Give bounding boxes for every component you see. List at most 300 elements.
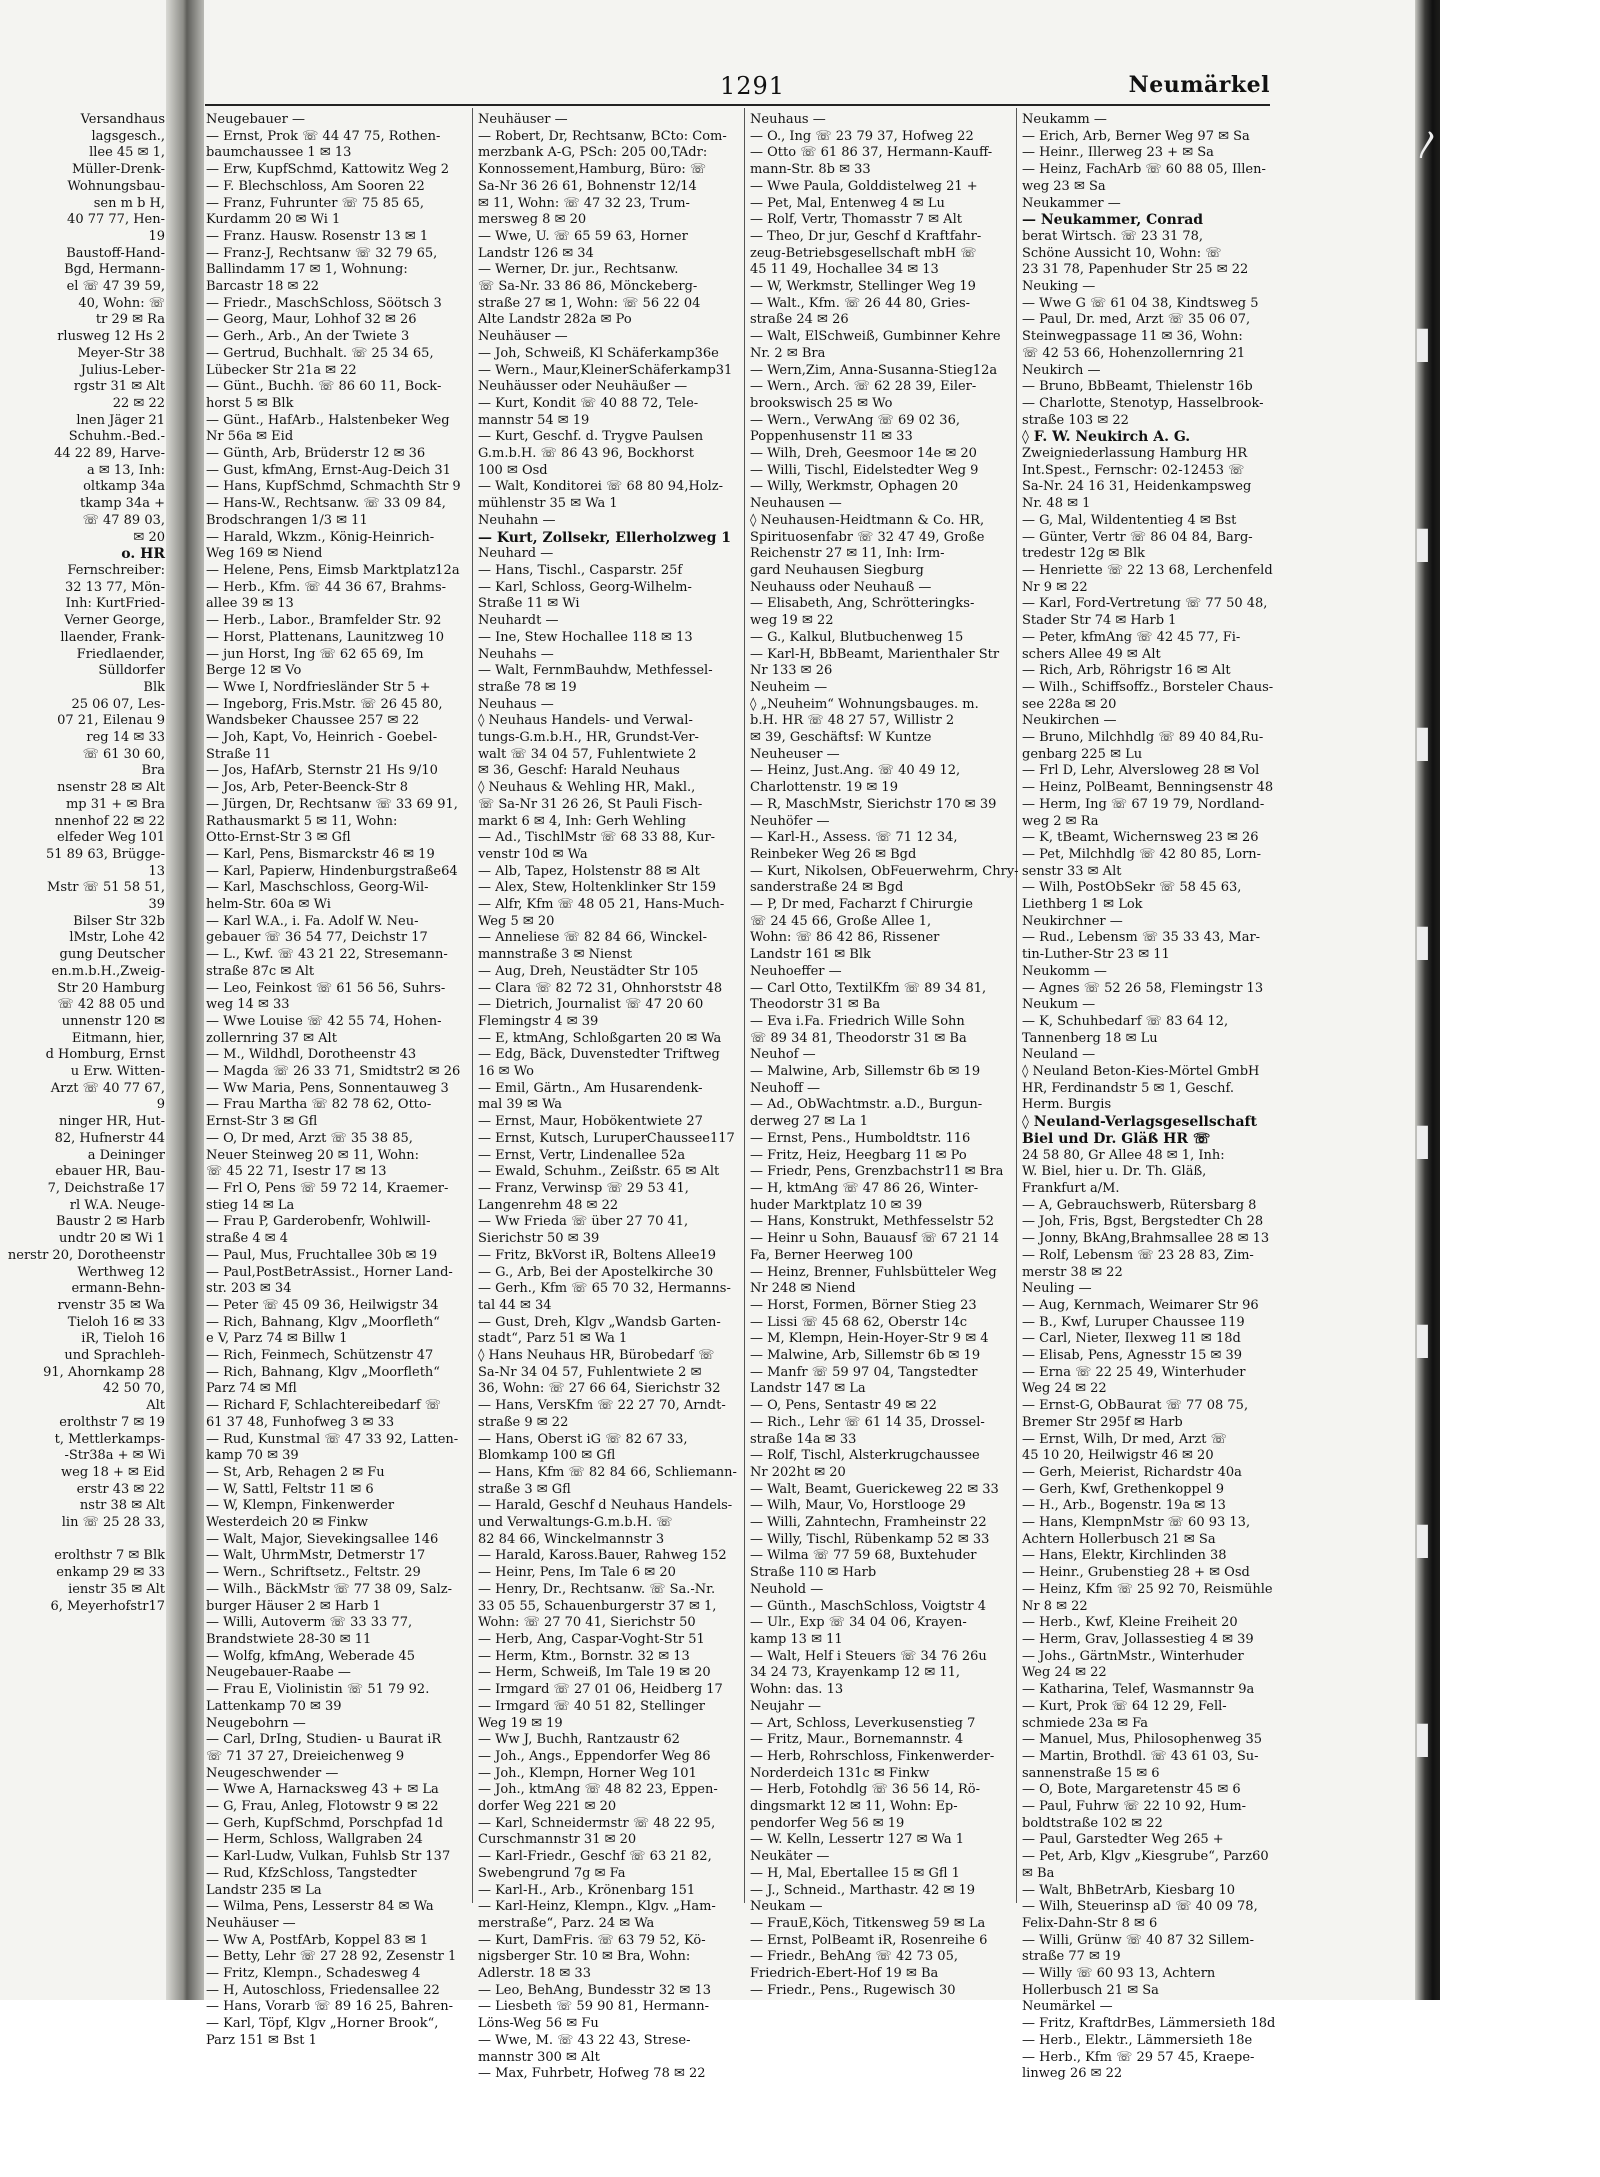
directory-entry-line: — Herm, Grav, Jollassestieg 4 ✉ 39: [1022, 1631, 1254, 1647]
directory-entry-line: Neumärkel —: [1022, 1999, 1113, 2015]
directory-entry-line: — Gerh, Meierist, Richardstr 40a: [1022, 1464, 1242, 1480]
directory-entry-line: — L., Kwf. ☏ 43 21 22, Stresemann-: [206, 947, 448, 963]
directory-entry-line: Wohnungsbau-: [67, 178, 165, 194]
directory-entry-line: — Wilh., Schiffsoffz., Borsteler Chaus-: [1022, 679, 1274, 695]
directory-entry-line: — Max, Fuhrbetr, Hofweg 78 ✉ 22: [478, 2066, 706, 2082]
directory-entry-line: unnenstr 120 ✉: [61, 1013, 165, 1029]
directory-entry-line: Blk: [143, 679, 165, 695]
directory-entry-line: Nr. 48 ✉ 1: [1022, 496, 1091, 512]
directory-entry-line: — Karl W.A., i. Fa. Adolf W. Neu-: [206, 913, 419, 929]
directory-entry-line: — Hans, KupfSchmd, Schmachth Str 9: [206, 479, 461, 495]
directory-entry-line: — Ad., ObWachtmstr. a.D., Burgun-: [750, 1097, 983, 1113]
directory-entry-line: 39: [148, 897, 165, 913]
directory-entry-line: horst 5 ✉ Blk: [206, 395, 294, 411]
directory-entry-line: boldtstraße 102 ✉ 22: [1022, 1815, 1163, 1831]
directory-entry-line: — Walt., Kfm. ☏ 26 44 80, Gries-: [750, 295, 971, 311]
directory-entry-line: — Karl, Pens, Bismarckstr 46 ✉ 19: [206, 846, 435, 862]
column-5: [1022, 112, 1290, 2082]
directory-entry-line: Sierichstr 50 ✉ 39: [478, 1231, 600, 1247]
directory-entry-line: — Hans, Oberst iG ☏ 82 67 33,: [478, 1431, 688, 1447]
directory-entry-line: — Franz, Fuhrunter ☏ 75 85 65,: [206, 195, 425, 211]
directory-entry-line: dorfer Weg 221 ✉ 20: [478, 1799, 617, 1815]
directory-entry-line: — Martin, Brothdl. ☏ 43 61 03, Su-: [1022, 1748, 1259, 1764]
directory-entry-line: — Lissi ☏ 45 68 62, Oberstr 14c: [750, 1314, 968, 1330]
directory-entry-line: nerstr 20, Dorotheenstr: [7, 1247, 165, 1263]
directory-entry-line: — Ernst, PolBeamt iR, Rosenreihe 6: [750, 1932, 988, 1948]
directory-entry-line: nnenhof 22 ✉ 22: [54, 813, 165, 829]
directory-entry-line: — Katharina, Telef, Wasmannstr 9a: [1022, 1682, 1255, 1698]
directory-entry-line: — Franz-J, Rechtsanw ☏ 32 79 65,: [206, 245, 438, 261]
directory-entry-line: Neukum —: [1022, 997, 1096, 1013]
directory-entry-line: — FrauE,Köch, Titkensweg 59 ✉ La: [750, 1915, 986, 1931]
directory-entry-line: ☏ 42 88 05 und: [57, 997, 165, 1013]
directory-entry-line: Neuking —: [1022, 279, 1096, 295]
directory-entry-line: — Hans, KlempnMstr ☏ 60 93 13,: [1022, 1515, 1251, 1531]
directory-entry-line: Straße 11 ✉ Wi: [478, 596, 580, 612]
directory-entry-line: — Harald, Geschf d Neuhaus Handels-: [478, 1498, 733, 1514]
directory-entry-line: Sa-Nr 34 04 57, Fuhlentwiete 2 ✉: [478, 1364, 702, 1380]
directory-entry-line: Neujahr —: [750, 1698, 821, 1714]
directory-entry-line: — Erw, KupfSchmd, Kattowitz Weg 2: [206, 162, 450, 178]
column-4: [750, 112, 1019, 1998]
directory-entry-line: Baustr 2 ✉ Harb: [56, 1214, 165, 1230]
directory-entry-line: Neuhahs —: [478, 646, 554, 662]
directory-entry-line: 24 58 80, Gr Allee 48 ✉ 1, Inh:: [1022, 1147, 1225, 1163]
directory-entry-line: — Wilh, Dreh, Geesmoor 14e ✉ 20: [750, 446, 977, 462]
directory-entry-line: sen m b H,: [93, 195, 165, 211]
directory-entry-line: mühlenstr 35 ✉ Wa 1: [478, 496, 618, 512]
directory-entry-line: — Peter, kfmAng ☏ 42 45 77, Fi-: [1022, 629, 1241, 645]
directory-entry-line: rl W.A. Neuge-: [69, 1197, 165, 1213]
directory-entry-line: — Carl Otto, TextilKfm ☏ 89 34 81,: [750, 980, 987, 996]
directory-entry-line: lnen Jäger 21: [76, 412, 165, 428]
directory-entry-line: — Wwe, U. ☏ 65 59 63, Horner: [478, 228, 688, 244]
directory-entry-line: ◊ Neuland-Verlagsgesellschaft: [1022, 1114, 1258, 1131]
directory-entry-line: — Walt, UhrmMstr, Detmerstr 17: [206, 1548, 426, 1564]
directory-entry-line: dingsmarkt 12 ✉ 11, Wohn: Ep-: [750, 1799, 958, 1815]
directory-entry-line: Bgd, Hermann-: [64, 262, 165, 278]
directory-entry-line: — Heinr., Illerweg 23 + ✉ Sa: [1022, 145, 1214, 161]
directory-entry-line: — Willy ☏ 60 93 13, Achtern: [1022, 1966, 1216, 1982]
directory-entry-line: Neuheuser —: [750, 746, 840, 762]
directory-entry-line: Neukammer —: [1022, 195, 1121, 211]
directory-entry-line: — Joh., ktmAng ☏ 48 82 23, Eppen-: [478, 1782, 718, 1798]
directory-entry-line: Biel und Dr. Gläß HR ☏: [1022, 1130, 1211, 1147]
directory-entry-line: — Irmgard ☏ 40 51 82, Stellinger: [478, 1698, 705, 1714]
directory-entry-line: — Ernst, Kutsch, LuruperChaussee117: [478, 1130, 735, 1146]
directory-entry-line: — Paul, Fuhrw ☏ 22 10 92, Hum-: [1022, 1799, 1247, 1815]
directory-entry-line: — Friedr., MaschSchloss, Söötsch 3: [206, 295, 442, 311]
directory-entry-line: kamp 70 ✉ 39: [206, 1448, 299, 1464]
directory-entry-line: Wohn: das. 13: [750, 1682, 844, 1698]
directory-entry-line: 42 50 70,: [102, 1381, 165, 1397]
directory-entry-line: — Alfr, Kfm ☏ 48 05 21, Hans-Much-: [478, 897, 725, 913]
directory-entry-line: Nr. 2 ✉ Bra: [750, 345, 826, 361]
directory-entry-line: enkamp 29 ✉ 33: [56, 1565, 165, 1581]
directory-entry-line: Adlerstr. 18 ✉ 33: [478, 1966, 591, 1982]
directory-entry-line: — Rud., Lebensm ☏ 35 33 43, Mar-: [1022, 930, 1261, 946]
directory-entry-line: 19: [148, 228, 165, 244]
directory-entry-line: — W, Sattl, Feltstr 11 ✉ 6: [206, 1481, 374, 1497]
directory-entry-line: walt ☏ 34 04 57, Fuhlentwiete 2: [478, 746, 697, 762]
directory-entry-line: Tannenberg 18 ✉ Lu: [1022, 1030, 1158, 1046]
directory-entry-line: Straße 110 ✉ Harb: [750, 1565, 877, 1581]
directory-entry-line: — Karl, Maschschloss, Georg-Wil-: [206, 880, 429, 896]
directory-entry-line: Blomkamp 100 ✉ Gfl: [478, 1448, 616, 1464]
directory-entry-line: ◊ Neuhaus & Wehling HR, Makl.,: [478, 780, 696, 796]
directory-entry-line: — Walt, FernmBauhdw, Methfessel-: [478, 663, 713, 679]
directory-entry-line: 91, Ahornkamp 28: [43, 1364, 165, 1380]
directory-entry-line: gard Neuhausen Siegburg: [750, 562, 924, 578]
directory-entry-line: — Art, Schloss, Leverkusenstieg 7: [750, 1715, 976, 1731]
directory-entry-line: lagsgesch.,: [91, 128, 165, 144]
directory-entry-line: reg 14 ✉ 33: [86, 730, 165, 746]
column-3: [478, 112, 746, 2082]
directory-entry-line: merzbank A-G, PSch: 205 00,TAdr:: [478, 145, 708, 161]
directory-entry-line: — Joh, Schweiß, Kl Schäferkamp36e: [478, 345, 719, 361]
directory-entry-line: — Manuel, Mus, Philosophenweg 35: [1022, 1732, 1263, 1748]
directory-entry-line: Neuhauss oder Neuhauß —: [750, 579, 932, 595]
directory-entry-line: — Wwe A, Harnacksweg 43 + ✉ La: [206, 1782, 439, 1798]
directory-entry-line: straße 14a ✉ 33: [750, 1431, 857, 1447]
adjacent-page-edge-marks: 〳 ▌ ▌ ▌ ▌ ▌ ▌ ▌ ▌: [1414, 128, 1443, 1757]
directory-entry-line: sanderstraße 24 ✉ Bgd: [750, 880, 904, 896]
directory-entry-line: Bilser Str 32b: [73, 913, 165, 929]
directory-entry-line: — Karl, Schneidermstr ☏ 48 22 95,: [478, 1815, 716, 1831]
directory-entry-line: — Fritz, BkVorst iR, Boltens Allee19: [478, 1247, 717, 1263]
directory-entry-line: 40, Wohn: ☏: [78, 295, 165, 311]
directory-entry-line: — W, Klempn, Finkenwerder: [206, 1498, 395, 1514]
directory-entry-line: — Johs., GärtnMstr., Winterhuder: [1022, 1648, 1244, 1664]
directory-entry-line: Konnossement,Hamburg, Büro: ☏: [478, 162, 707, 178]
directory-entry-line: — Hans, Kfm ☏ 82 84 66, Schliemann-: [478, 1464, 737, 1480]
directory-entry-line: — Rich, Arb, Röhrigstr 16 ✉ Alt: [1022, 663, 1231, 679]
directory-entry-line: — Gerh, Kwf, Grethenkoppel 9: [1022, 1481, 1225, 1497]
directory-entry-line: Swebengrund 7g ✉ Fa: [478, 1865, 626, 1881]
directory-entry-line: — Fritz, KraftdrBes, Lämmersieth 18d: [1022, 2016, 1276, 2032]
directory-entry-line: — Herb., Kfm ☏ 29 57 45, Kraepe-: [1022, 2049, 1255, 2065]
directory-entry-line: 45 11 49, Hochallee 34 ✉ 13: [750, 262, 939, 278]
directory-entry-line: llaender, Frank-: [60, 629, 165, 645]
directory-entry-line: llee 45 ✉ 1,: [89, 145, 165, 161]
directory-entry-line: — Theo, Dr jur, Geschf d Kraftfahr-: [750, 228, 982, 244]
directory-entry-line: Ballindamm 17 ✉ 1, Wohnung:: [206, 262, 408, 278]
directory-entry-line: — Frl D, Lehr, Alversloweg 28 ✉ Vol: [1022, 763, 1260, 779]
directory-entry-line: G.m.b.H. ☏ 86 43 96, Bockhorst: [478, 446, 694, 462]
directory-entry-line: mann-Str. 8b ✉ 33: [750, 162, 871, 178]
directory-entry-line: — Gertrud, Buchhalt. ☏ 25 34 65,: [206, 345, 434, 361]
directory-entry-line: straße 3 ✉ Gfl: [478, 1481, 571, 1497]
directory-entry-line: Flemingstr 4 ✉ 39: [478, 1013, 599, 1029]
directory-entry-line: schers Allee 49 ✉ Alt: [1022, 646, 1161, 662]
directory-entry-line: Julius-Leber-: [80, 362, 165, 378]
directory-entry-line: Nr 8 ✉ 22: [1022, 1598, 1088, 1614]
directory-entry-line: — Joh., Angs., Eppendorfer Weg 86: [478, 1748, 711, 1764]
directory-entry-line: — Robert, Dr, Rechtsanw, BCto: Com-: [478, 128, 727, 144]
directory-entry-line: — Horst, Plattenans, Launitzweg 10: [206, 629, 445, 645]
directory-entry-line: Barcastr 18 ✉ 22: [206, 279, 320, 295]
directory-entry-line: Neuhäusser oder Neuhäußer —: [478, 379, 688, 395]
directory-entry-line: Mstr ☏ 51 58 51,: [47, 880, 165, 896]
directory-entry-line: weg 14 ✉ 33: [206, 997, 290, 1013]
directory-entry-line: Fa, Berner Heerweg 100: [750, 1247, 914, 1263]
directory-entry-line: — Bruno, Milchhdlg ☏ 89 40 84,Ru-: [1022, 730, 1264, 746]
directory-entry-line: — Wwe I, Nordfriesländer Str 5 +: [206, 679, 431, 695]
directory-entry-line: a ✉ 13, Inh:: [87, 462, 165, 478]
directory-entry-line: — G, Mal, Wildententieg 4 ✉ Bst: [1022, 512, 1237, 528]
directory-entry-line: iR, Tieloh 16: [81, 1331, 165, 1347]
directory-entry-line: — Rich, Bahnang, Klgv „Moorfleth“: [206, 1314, 440, 1330]
directory-entry-line: Neuhardt —: [478, 613, 559, 629]
directory-entry-line: — Clara ☏ 82 72 31, Ohnhorststr 48: [478, 980, 723, 996]
directory-entry-line: — Betty, Lehr ☏ 27 28 92, Zesenstr 1: [206, 1949, 457, 1965]
directory-entry-line: Landstr 147 ✉ La: [750, 1381, 866, 1397]
directory-entry-line: — Willi, Tischl, Eidelstedter Weg 9: [750, 462, 979, 478]
directory-entry-line: gebauer ☏ 36 54 77, Deichstr 17: [206, 930, 428, 946]
directory-entry-line: — Walt, Beamt, Guerickeweg 22 ✉ 33: [750, 1481, 999, 1497]
directory-entry-line: — Aug, Kernmach, Weimarer Str 96: [1022, 1297, 1259, 1313]
directory-entry-line: Herm. Burgis: [1022, 1097, 1112, 1113]
directory-entry-line: — Herm, Ktm., Bornstr. 32 ✉ 13: [478, 1648, 690, 1664]
directory-entry-line: — Gust, Dreh, Klgv „Wandsb Garten-: [478, 1314, 721, 1330]
directory-entry-line: — Ewald, Schuhm., Zeißstr. 65 ✉ Alt: [478, 1164, 720, 1180]
directory-entry-line: — Emil, Gärtn., Am Husarendenk-: [478, 1080, 703, 1096]
directory-entry-line: Landstr 235 ✉ La: [206, 1882, 322, 1898]
directory-entry-line: Poppenhusenstr 11 ✉ 33: [750, 429, 913, 445]
directory-entry-line: Int.Spest., Fernschr: 02-12453 ☏: [1022, 462, 1245, 478]
directory-entry-line: — Hans, Tischl., Casparstr. 25f: [478, 562, 683, 578]
directory-entry-line: Schuhm.-Bed.-: [68, 429, 165, 445]
directory-entry-line: — Heinz, PolBeamt, Benningsenstr 48: [1022, 780, 1274, 796]
directory-entry-line: — Pet, Mal, Entenweg 4 ✉ Lu: [750, 195, 945, 211]
directory-entry-line: ◊ „Neuheim“ Wohnungsbauges. m.: [750, 696, 979, 712]
directory-entry-line: 51 89 63, Brügge-: [45, 846, 165, 862]
directory-entry-line: — Kurt, Kondit ☏ 40 88 72, Tele-: [478, 395, 699, 411]
directory-entry-line: — H, ktmAng ☏ 47 86 26, Winter-: [750, 1181, 979, 1196]
directory-entry-line: Charlottenstr. 19 ✉ 19: [750, 780, 898, 796]
directory-entry-line: Friedrich-Ebert-Hof 19 ✉ Ba: [750, 1966, 939, 1982]
directory-entry-line: — Gerh, KupfSchmd, Porschpfad 1d: [206, 1815, 443, 1831]
directory-entry-line: merstraße“, Parz. 24 ✉ Wa: [478, 1915, 655, 1931]
directory-entry-line: — Karl-H., Assess. ☏ 71 12 34,: [750, 830, 958, 846]
directory-entry-line: — Otto ☏ 61 86 37, Hermann-Kauff-: [750, 145, 993, 161]
directory-entry-line: — Dietrich, Journalist ☏ 47 20 60: [478, 997, 704, 1013]
directory-entry-line: Neuhöfer —: [750, 813, 830, 829]
directory-entry-line: 36, Wohn: ☏ 27 66 64, Sierichstr 32: [478, 1381, 721, 1397]
directory-entry-line: — Fritz, Klempn., Schadesweg 4: [206, 1966, 421, 1982]
directory-entry-line: — Alb, Tapez, Holstenstr 88 ✉ Alt: [478, 863, 700, 879]
directory-entry-line: — Erna ☏ 22 25 49, Winterhuder: [1022, 1364, 1246, 1380]
directory-entry-line: — Wwe G ☏ 61 04 38, Kindtsweg 5: [1022, 295, 1259, 311]
directory-entry-line: — jun Horst, Ing ☏ 62 65 69, Im: [206, 646, 424, 662]
directory-entry-line: brookswisch 25 ✉ Wo: [750, 395, 893, 411]
directory-entry-line: Parz 151 ✉ Bst 1: [206, 2032, 317, 2048]
directory-entry-line: ☏ Sa-Nr. 33 86 86, Mönckeberg-: [478, 279, 698, 295]
directory-entry-line: — Paul, Garstedter Weg 265 +: [1022, 1832, 1224, 1848]
directory-entry-line: ebauer HR, Bau-: [55, 1164, 165, 1180]
directory-entry-line: rlusweg 12 Hs 2: [57, 329, 165, 345]
directory-entry-line: — Wern., Schriftsetz., Feltstr. 29: [206, 1565, 421, 1581]
directory-entry-line: ✉ 11, Wohn: ☏ 47 32 23, Trum-: [478, 195, 690, 211]
directory-entry-line: [0, 1532, 165, 1549]
directory-entry-line: — Herm, Ing ☏ 67 19 79, Nordland-: [1022, 796, 1265, 812]
directory-entry-line: — G., Kalkul, Blutbuchenweg 15: [750, 629, 964, 645]
directory-entry-line: tredestr 12g ✉ Blk: [1022, 546, 1145, 562]
directory-entry-line: — Karl, Ford-Vertretung ☏ 77 50 48,: [1022, 596, 1268, 612]
directory-entry-line: — Wern., VerwAng ☏ 69 02 36,: [750, 412, 960, 428]
directory-entry-line: Wandsbeker Chaussee 257 ✉ 22: [206, 713, 420, 729]
directory-entry-line: — St, Arb, Rehagen 2 ✉ Fu: [206, 1464, 385, 1480]
directory-entry-line: tungs-G.m.b.H., HR, Grundst-Ver-: [478, 730, 699, 746]
directory-entry-line: Neukam —: [750, 1899, 823, 1915]
directory-entry-line: — R, MaschMstr, Sierichstr 170 ✉ 39: [750, 796, 997, 812]
directory-entry-line: — Malwine, Arb, Sillemstr 6b ✉ 19: [750, 1064, 981, 1080]
directory-entry-line: Sülldorfer: [98, 663, 165, 679]
directory-entry-line: — Frau P, Garderobenfr, Wohlwill-: [206, 1214, 431, 1230]
directory-entry-line: 82, Hufnerstr 44: [54, 1130, 165, 1146]
directory-entry-line: stadt“, Parz 51 ✉ Wa 1: [478, 1331, 628, 1347]
directory-entry-line: see 228a ✉ 20: [1022, 696, 1117, 712]
directory-entry-line: — Heinr u Sohn, Bauausf ☏ 67 21 14: [750, 1231, 999, 1247]
directory-entry-line: derweg 27 ✉ La 1: [750, 1114, 868, 1130]
directory-entry-line: venstr 10d ✉ Wa: [478, 846, 588, 862]
directory-entry-line: 7, Deichstraße 17: [47, 1181, 165, 1196]
directory-entry-line: Str 20 Hamburg: [57, 980, 165, 996]
directory-entry-line: Steinwegpassage 11 ✉ 36, Wohn:: [1022, 329, 1243, 345]
directory-entry-line: weg 19 ✉ 22: [750, 613, 834, 629]
directory-entry-line: Neuhoeffer —: [750, 963, 842, 979]
directory-entry-line: en.m.b.H.,Zweig-: [51, 963, 165, 979]
directory-entry-line: HR, Ferdinandstr 5 ✉ 1, Geschf.: [1022, 1080, 1234, 1096]
directory-entry-line: — Charlotte, Stenotyp, Hasselbrook-: [1022, 395, 1264, 411]
directory-entry-line: helm-Str. 60a ✉ Wi: [206, 897, 331, 913]
directory-entry-line: — Jos, Arb, Peter-Beenck-Str 8: [206, 780, 409, 796]
directory-entry-line: — W. Kelln, Lessertr 127 ✉ Wa 1: [750, 1832, 964, 1848]
directory-entry-line: stieg 14 ✉ La: [206, 1197, 295, 1213]
directory-entry-line: 07 21, Eilenau 9: [57, 713, 165, 729]
directory-entry-line: — Herm, Schloss, Wallgraben 24: [206, 1832, 423, 1848]
directory-entry-line: — Leo, BehAng, Bundesstr 32 ✉ 13: [478, 1982, 711, 1998]
directory-entry-line: zeug-Betriebsgesellschaft mbH ☏: [750, 245, 977, 261]
directory-entry-line: oltkamp 34a: [83, 479, 165, 495]
directory-entry-line: — Wwe Paula, Golddistelweg 21 +: [750, 178, 978, 194]
directory-entry-line: Schöne Aussicht 10, Wohn: ☏: [1022, 245, 1222, 261]
directory-entry-line: o. HR: [121, 546, 165, 563]
directory-entry-line: — Henry, Dr., Rechtsanw. ☏ Sa.-Nr.: [478, 1581, 716, 1597]
directory-entry-line: ◊ Hans Neuhaus HR, Bürobedarf ☏: [478, 1348, 715, 1364]
directory-entry-line: — G, Frau, Anleg, Flotowstr 9 ✉ 22: [206, 1799, 439, 1815]
directory-entry-line: Felix-Dahn-Str 8 ✉ 6: [1022, 1915, 1158, 1931]
directory-entry-line: Sa-Nr 36 26 61, Bohnenstr 12/14: [478, 178, 697, 194]
directory-entry-line: straße 103 ✉ 22: [1022, 412, 1129, 428]
directory-entry-line: — Herb., Elektr., Lämmersieth 18e: [1022, 2032, 1253, 2048]
directory-entry-line: Liethberg 1 ✉ Lok: [1022, 897, 1143, 913]
directory-entry-line: W. Biel, hier u. Dr. Th. Gläß,: [1022, 1164, 1207, 1180]
directory-entry-line: — Kurt, Nikolsen, ObFeuerwehrm, Chry-: [750, 863, 1019, 879]
directory-entry-line: — Hans, VersKfm ☏ 22 27 70, Arndt-: [478, 1398, 726, 1414]
directory-entry-line: — O, Pens, Sentastr 49 ✉ 22: [750, 1398, 937, 1414]
directory-entry-line: — Frl O, Pens ☏ 59 72 14, Kraemer-: [206, 1181, 449, 1196]
directory-entry-line: — Heinz, FachArb ☏ 60 88 05, Illen-: [1022, 162, 1266, 178]
directory-entry-line: ☏ Sa-Nr 31 26 26, St Pauli Fisch-: [478, 796, 703, 812]
directory-entry-line: — Wilh, PostObSekr ☏ 58 45 63,: [1022, 880, 1242, 896]
directory-entry-line: — Alex, Stew, Holtenklinker Str 159: [478, 880, 717, 896]
directory-entry-line: — Joh, Fris, Bgst, Bergstedter Ch 28: [1022, 1214, 1264, 1230]
directory-entry-line: undtr 20 ✉ Wi 1: [58, 1231, 165, 1247]
directory-entry-line: — Ernst, Prok ☏ 44 47 75, Rothen-: [206, 128, 441, 144]
directory-entry-line: — Heinr, Pens, Im Tale 6 ✉ 20: [478, 1565, 676, 1581]
directory-entry-line: Neuer Steinweg 20 ✉ 11, Wohn:: [206, 1147, 420, 1163]
directory-entry-line: Brodschrangen 1/3 ✉ 11: [206, 512, 368, 528]
directory-entry-line: u Erw. Witten-: [70, 1064, 165, 1080]
directory-entry-line: 33 05 55, Schauenburgerstr 37 ✉ 1,: [478, 1598, 717, 1614]
directory-entry-line: — Herm, Schweiß, Im Tale 19 ✉ 20: [478, 1665, 711, 1681]
directory-entry-line: Neukomm —: [1022, 963, 1107, 979]
directory-entry-line: 25 06 07, Les-: [71, 696, 165, 712]
directory-entry-line: — Fritz, Heiz, Heegbarg 11 ✉ Po: [750, 1147, 967, 1163]
directory-entry-line: tin-Luther-Str 23 ✉ 11: [1022, 947, 1170, 963]
directory-entry-line: burger Häuser 2 ✉ Harb 1: [206, 1598, 381, 1614]
directory-entry-line: Neuhaus —: [750, 112, 826, 127]
directory-entry-line: — B., Kwf, Luruper Chaussee 119: [1022, 1314, 1245, 1330]
directory-entry-line: 61 37 48, Funhofweg 3 ✉ 33: [206, 1414, 395, 1430]
directory-entry-line: Berge 12 ✉ Vo: [206, 663, 302, 679]
directory-entry-line: — Kurt, Prok ☏ 64 12 29, Fell-: [1022, 1698, 1227, 1714]
directory-entry-line: ✉ 36, Geschf: Harald Neuhaus: [478, 763, 680, 779]
directory-entry-line: — Walt, Konditorei ☏ 68 80 94,Holz-: [478, 479, 724, 495]
directory-entry-line: Neukirchen —: [1022, 713, 1117, 729]
directory-entry-line: — Harald, Wkzm., König-Heinrich-: [206, 529, 435, 545]
directory-entry-line: Theodorstr 31 ✉ Ba: [750, 997, 881, 1013]
directory-entry-line: Hollerbusch 21 ✉ Sa: [1022, 1982, 1159, 1998]
directory-entry-line: Wohn: ☏ 86 42 86, Rissener: [750, 930, 940, 946]
directory-entry-line: — Günter, Vertr ☏ 86 04 84, Barg-: [1022, 529, 1253, 545]
directory-entry-line: erstr 43 ✉ 22: [76, 1481, 165, 1497]
directory-entry-line: — Frau Martha ☏ 82 78 62, Otto-: [206, 1097, 432, 1113]
directory-entry-line: — O., Ing ☏ 23 79 37, Hofweg 22: [750, 128, 974, 144]
directory-entry-line: — Leo, Feinkost ☏ 61 56 56, Suhrs-: [206, 980, 446, 996]
directory-entry-line: ✉ 20: [133, 529, 165, 545]
directory-entry-line: allee 39 ✉ 13: [206, 596, 294, 612]
directory-entry-line: — F. Blechschloss, Am Sooren 22: [206, 178, 425, 194]
directory-entry-line: Lübecker Str 21a ✉ 22: [206, 362, 357, 378]
directory-entry-line: weg 23 ✉ Sa: [1022, 178, 1106, 194]
directory-entry-line: — Walt, Helf i Steuers ☏ 34 76 26u: [750, 1648, 987, 1664]
directory-entry-line: — Eva i.Fa. Friedrich Wille Sohn: [750, 1013, 965, 1029]
directory-entry-line: — Friedr., Pens., Rugewisch 30: [750, 1982, 956, 1998]
directory-entry-line: — K, Schuhbedarf ☏ 83 64 12,: [1022, 1013, 1229, 1029]
directory-entry-line: 22 ✉ 22: [112, 395, 165, 411]
directory-entry-line: Spirituosenfabr ☏ 32 47 49, Große: [750, 529, 985, 545]
directory-entry-line: Fernschreiber:: [67, 562, 165, 578]
directory-entry-line: — Karl-H, BbBeamt, Marienthaler Str: [750, 646, 1000, 662]
directory-entry-line: Neuhäuser —: [478, 329, 568, 345]
directory-entry-line: Reichenstr 27 ✉ 11, Inh: Irm-: [750, 546, 945, 562]
directory-entry-line: Westerdeich 20 ✉ Finkw: [206, 1515, 369, 1531]
directory-entry-line: — Günt., Buchh. ☏ 86 60 11, Bock-: [206, 379, 442, 395]
directory-entry-line: — A, Gebrauchswerb, Rütersbarg 8: [1022, 1197, 1257, 1213]
directory-entry-line: — Willy, Werkmstr, Ophagen 20: [750, 479, 959, 495]
directory-entry-line: Rathausmarkt 5 ✉ 11, Wohn:: [206, 813, 398, 829]
directory-entry-line: Ernst-Str 3 ✉ Gfl: [206, 1114, 318, 1130]
directory-entry-line: el ☏ 47 39 59,: [66, 279, 165, 295]
directory-entry-line: rvenstr 35 ✉ Wa: [57, 1297, 165, 1313]
directory-entry-line: — Franz, Verwinsp ☏ 29 53 41,: [478, 1181, 689, 1196]
directory-entry-line: — M, Klempn, Hein-Hoyer-Str 9 ✉ 4: [750, 1331, 989, 1347]
directory-entry-line: — Willi, Zahntechn, Framheinstr 22: [750, 1515, 987, 1531]
directory-entry-line: Löns-Weg 56 ✉ Fu: [478, 2016, 599, 2032]
directory-entry-line: — Walt, BhBetrArb, Kiesbarg 10: [1022, 1882, 1236, 1898]
